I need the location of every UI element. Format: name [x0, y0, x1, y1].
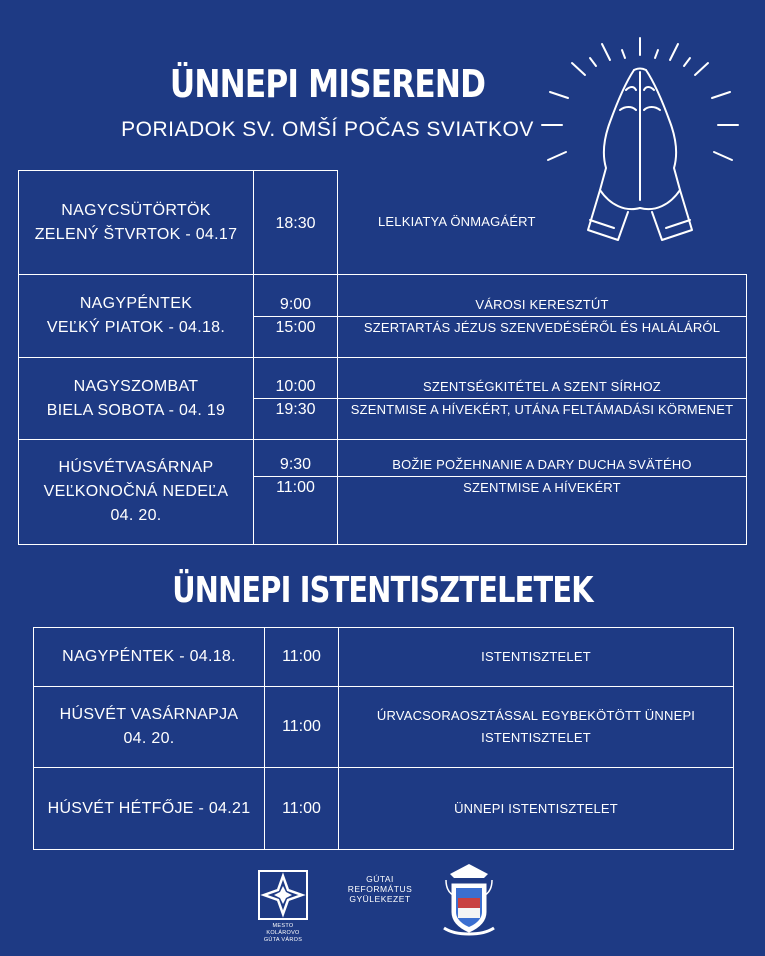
description-cell	[339, 628, 734, 687]
table-row	[19, 358, 747, 440]
time-value: 11:00	[282, 648, 321, 665]
caption-line: MESTO KOLÁROVO	[266, 923, 300, 936]
time-cell	[254, 440, 338, 545]
description-cell	[338, 358, 747, 440]
description-text: ÚRVACSORAOSZTÁSSAL EGYBEKÖTÖTT ÜNNEPI	[376, 708, 696, 723]
time-cell	[254, 275, 338, 358]
time-value: 9:30	[279, 456, 312, 473]
day-label: HÚSVÉT VASÁRNAPJA	[59, 706, 239, 723]
day-label: ZELENÝ ŠTVRTOK - 04.17	[34, 225, 238, 243]
day-cell	[34, 687, 265, 768]
table-row	[19, 440, 747, 545]
day-label: BIELA SOBOTA - 04. 19	[46, 401, 226, 419]
day-label: VEĽKONOČNÁ NEDEĽA	[43, 483, 229, 500]
city-logo-caption	[258, 923, 308, 944]
table-row	[34, 768, 734, 850]
city-logo-icon	[258, 870, 308, 943]
time-value: 11:00	[282, 799, 321, 817]
time-value: 18:30	[275, 215, 316, 232]
day-label: NAGYPÉNTEK - 04.18.	[62, 648, 236, 665]
star-emblem-icon	[260, 872, 306, 918]
day-label: VEĽKÝ PIATOK - 04.18.	[46, 319, 226, 336]
logo-text: REFORMÁTUS	[347, 884, 413, 894]
day-label: NAGYPÉNTEK	[79, 295, 193, 312]
description-text: ISTENTISZTELET	[481, 730, 591, 745]
time-cell	[265, 768, 339, 850]
table-row	[19, 275, 747, 358]
logo-text: GÚTAI	[366, 874, 394, 884]
description-text: VÁROSI KERESZTÚT	[475, 296, 609, 312]
time-value: 15:00	[275, 318, 316, 336]
description-text: SZERTARTÁS JÉZUS SZENVEDÉSÉRŐL ÉS HALÁLÁRÓL	[363, 319, 721, 335]
description-cell	[338, 275, 747, 358]
day-label: HÚSVÉTVASÁRNAP	[58, 459, 214, 476]
time-cell	[254, 171, 338, 275]
description-text: BOŽIE POŽEHNANIE A DARY DUCHA SVÄTÉHO	[392, 457, 692, 472]
table-row	[34, 687, 734, 768]
time-cell	[265, 628, 339, 687]
logo-text: GYÜLEKEZET	[349, 894, 411, 904]
description-text: LELKIATYA ÖNMAGÁÉRT	[378, 213, 536, 229]
description-cell	[338, 171, 747, 275]
reformed-church-logo-icon	[340, 874, 420, 904]
table-row	[34, 628, 734, 687]
time-value: 11:00	[276, 479, 315, 496]
day-cell	[19, 358, 254, 440]
time-cell	[254, 358, 338, 440]
caption-line: GÚTA VÁROS	[263, 937, 303, 943]
description-text: ÜNNEPI ISTENTISZTELET	[454, 800, 618, 816]
day-cell	[19, 440, 254, 545]
description-cell	[339, 768, 734, 850]
description-cell	[338, 440, 747, 545]
time-value: 9:00	[279, 295, 312, 313]
service-schedule-table	[33, 627, 734, 850]
day-label: HÚSVÉT HÉTFŐJE - 04.21	[47, 799, 251, 817]
church-coat-of-arms-icon	[438, 862, 500, 940]
city-logo-box	[258, 870, 308, 920]
page-title: ÜNNEPI MISEREND	[169, 62, 486, 106]
day-cell	[34, 768, 265, 850]
footer	[0, 862, 765, 942]
day-cell	[34, 628, 265, 687]
time-value: 19:30	[275, 401, 316, 418]
description-text: ISTENTISZTELET	[481, 649, 591, 664]
page-subtitle: PORIADOK SV. OMŠÍ POČAS SVIATKOV	[121, 118, 534, 141]
day-cell	[19, 275, 254, 358]
section-title: ÜNNEPI ISTENTISZTELETEK	[172, 570, 593, 611]
day-label: NAGYCSÜTÖRTÖK	[61, 201, 211, 219]
day-label: 04. 20.	[123, 730, 175, 747]
day-cell	[19, 171, 254, 275]
description-text: SZENTMISE A HÍVEKÉRT	[463, 480, 621, 495]
description-text: SZENTMISE A HÍVEKÉRT, UTÁNA FELTÁMADÁSI KÖRMENET	[350, 402, 734, 417]
time-value: 10:00	[275, 378, 316, 395]
time-cell	[265, 687, 339, 768]
table-row	[19, 171, 747, 275]
mass-schedule-table	[18, 170, 747, 545]
description-cell	[339, 687, 734, 768]
description-text: SZENTSÉGKITÉTEL A SZENT SÍRHOZ	[423, 379, 661, 394]
time-value: 11:00	[282, 718, 321, 735]
day-label: 04. 20.	[110, 507, 162, 524]
day-label: NAGYSZOMBAT	[73, 377, 199, 395]
